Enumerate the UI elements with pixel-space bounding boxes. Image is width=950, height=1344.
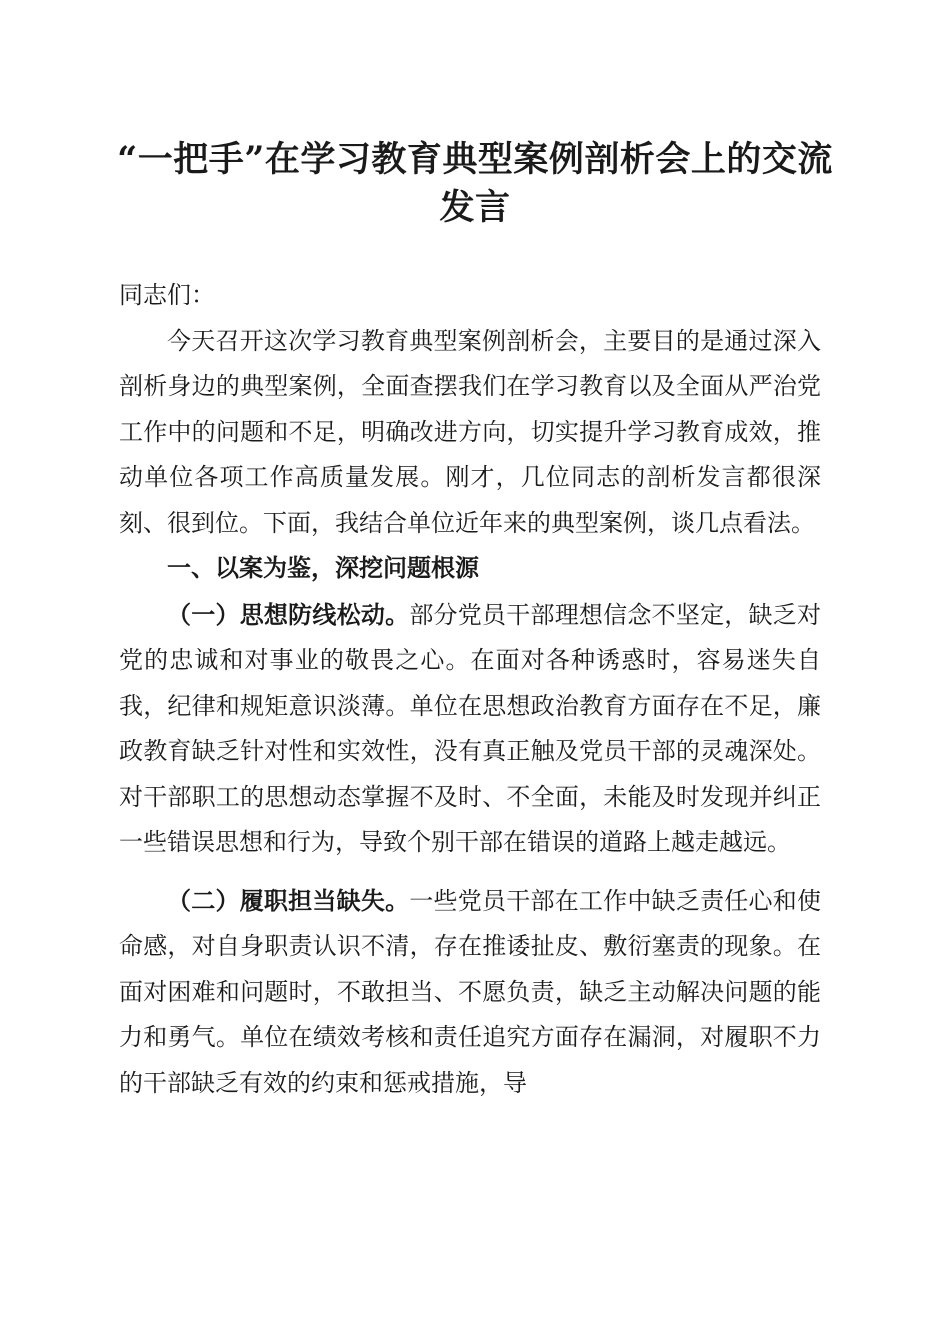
point-text-2: 一些党员干部在工作中缺乏责任心和使命感，对自身职责认识不清，存在推诿扯皮、敷衍塞责的现象。在面对困难和问题时，不敢担当、不愿负责，缺乏主动解决问题的能力和勇气。单位在绩效考核和责任追究方面存在漏洞，对履职不力的干部缺乏有效的约束和惩戒措施，导 <box>119 886 822 1097</box>
point-text-1: 部分党员干部理想信念不坚定，缺乏对党的忠诚和对事业的敬畏之心。在面对各种诱惑时，容易迷失自我，纪律和规矩意识淡薄。单位在思想政治教育方面存在不足，廉政教育缺乏针对性和实效性，没有真正触及党员干部的灵魂深处。对干部职工的思想动态掌握不及时、不全面，未能及时发现并纠正一些错误思想和行为，导致个别干部在错误的道路上越走越远。 <box>119 600 822 856</box>
point-paragraph-2 <box>119 878 821 1107</box>
document-body <box>119 273 821 1106</box>
point-lead-1: （一）思想防线松动。 <box>167 599 410 629</box>
section-heading: 一、以案为鉴，深挖问题根源 <box>167 554 479 582</box>
point-paragraph-1 <box>119 592 821 866</box>
salutation: 同志们： <box>119 281 215 309</box>
document-title: “一把手”在学习教育典型案例剖析会上的交流发言 <box>117 139 833 228</box>
intro-paragraph: 今天召开这次学习教育典型案例剖析会，主要目的是通过深入剖析身边的典型案例，全面查摆我们在学习教育以及全面从严治党工作中的问题和不足，明确改进方向，切实提升学习教育成效，推动单位各项工作高质量发展。刚才，几位同志的剖析发言都很深刻、很到位。下面，我结合单位近年来的典型案例，谈几点看法。 <box>119 326 821 537</box>
point-lead-2: （二）履职担当缺失。 <box>167 885 410 915</box>
